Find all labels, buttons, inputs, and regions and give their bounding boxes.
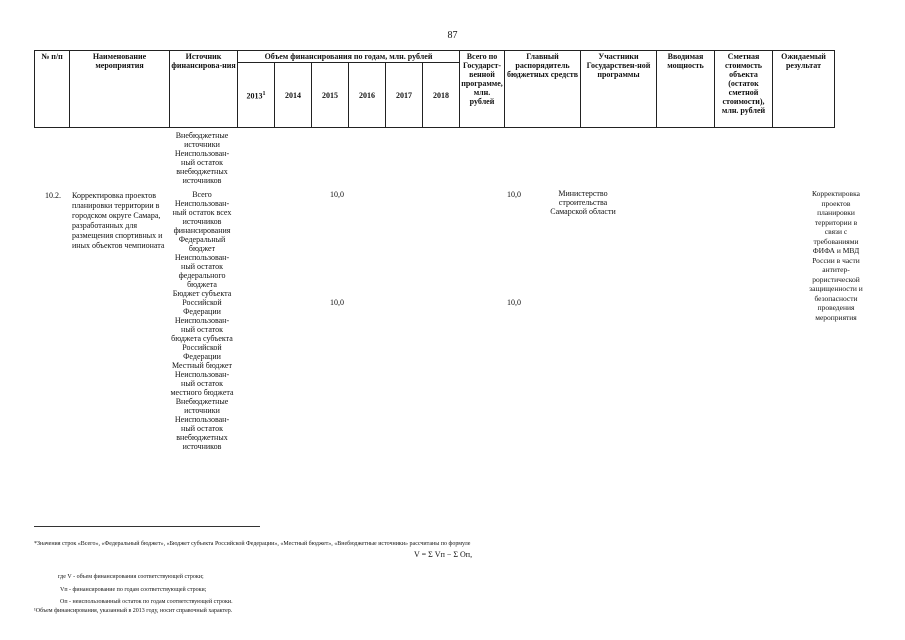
result-cell: Корректировка проектов планировки территории в связи с требованиями ФИФА и МВД России в части антитер-рористической защищенности и безопасности проведения мероприятия	[809, 189, 863, 322]
value-total-subject: 10,0	[507, 298, 521, 307]
col-name-header: Наименование мероприятия	[70, 51, 170, 128]
value-2015-total: 10,0	[330, 190, 344, 199]
source-item: Неиспользован-ный остаток всех источников финансирования	[172, 199, 232, 235]
budget-table-header	[34, 50, 835, 128]
formula: V = Σ Vп − Σ Oп,	[414, 550, 473, 559]
col-num-header: № п/п	[35, 51, 70, 128]
source-item: Неиспользован-ный остаток внебюджетных источников	[174, 415, 230, 451]
col-volume-header: Объем финансирования по годам, млн. рублей	[238, 51, 460, 63]
col-source-header: Источник финансирова-ния	[170, 51, 238, 128]
col-manager-header: Главный распорядитель бюджетных средств	[505, 51, 581, 128]
source-item: Местный бюджет	[172, 361, 232, 370]
page-number: 87	[447, 30, 458, 41]
source-item: Неиспользован-ный остаток федерального бюджета	[174, 253, 230, 289]
footnote-star: *Значения строк «Всего», «Федеральный бюджет», «Бюджет субъекта Российской Федерации», «Местный бюджет», «Внебюджетные источники» рассчитаны по формуле	[34, 541, 471, 547]
year-2018-header: 2018	[423, 63, 460, 128]
col-participants-header: Участники Государствен-ной программы	[581, 51, 657, 128]
footnote-where-vn: Vп - финансирование по годам соответствующей строки;	[60, 587, 207, 593]
col-estimate-header: Сметная стоимость объекта (остаток сметной стоимости), млн. рублей	[715, 51, 773, 128]
year-2017-header: 2017	[386, 63, 423, 128]
source-item: Неиспользован-ный остаток местного бюджета	[170, 370, 234, 397]
row-name: Корректировка проектов планировки территории в городском округе Самара, разработанных для размещения спортивных и иных объектов чемпионата	[72, 191, 165, 250]
source-item: Бюджет субъекта Российской Федерации	[172, 289, 232, 316]
value-2015-subject: 10,0	[330, 298, 344, 307]
footnote-note1: ¹Объем финансирования, указанный в 2013 году, носит справочный характер.	[34, 608, 233, 614]
row-index: 10.2.	[45, 191, 61, 200]
source-item: Внебюджетные источники	[175, 397, 229, 415]
year-2013-header: 2013$^1$	[238, 63, 275, 128]
footnote-divider	[34, 526, 260, 527]
value-total-total: 10,0	[507, 190, 521, 199]
year-2015-header: 2015	[312, 63, 349, 128]
source-item: Неиспользован-ный остаток внебюджетных источников	[174, 149, 230, 185]
footnote-where-v: где V - объем финансирования соответствующей строки;	[58, 574, 204, 580]
source-item: Всего	[192, 190, 212, 199]
col-capacity-header: Вводимая мощность	[657, 51, 715, 128]
year-2014-header: 2014	[275, 63, 312, 128]
footnote-where-on: Oп - неиспользованный остаток по годам соответствующей строки.	[60, 599, 233, 605]
year-2016-header: 2016	[349, 63, 386, 128]
source-item: Федеральный бюджет	[178, 235, 226, 253]
source-item: Неиспользован-ный остаток бюджета субъекта Российской Федерации	[171, 316, 233, 361]
manager-cell: Министерство строительства Самарской области	[550, 189, 616, 216]
top-sources-column	[169, 131, 235, 451]
col-result-header: Ожидаемый результат	[773, 51, 835, 128]
source-item: Внебюджетные источники	[175, 131, 229, 149]
col-total-header: Всего по Государст-венной программе, млн. рублей	[460, 51, 505, 128]
